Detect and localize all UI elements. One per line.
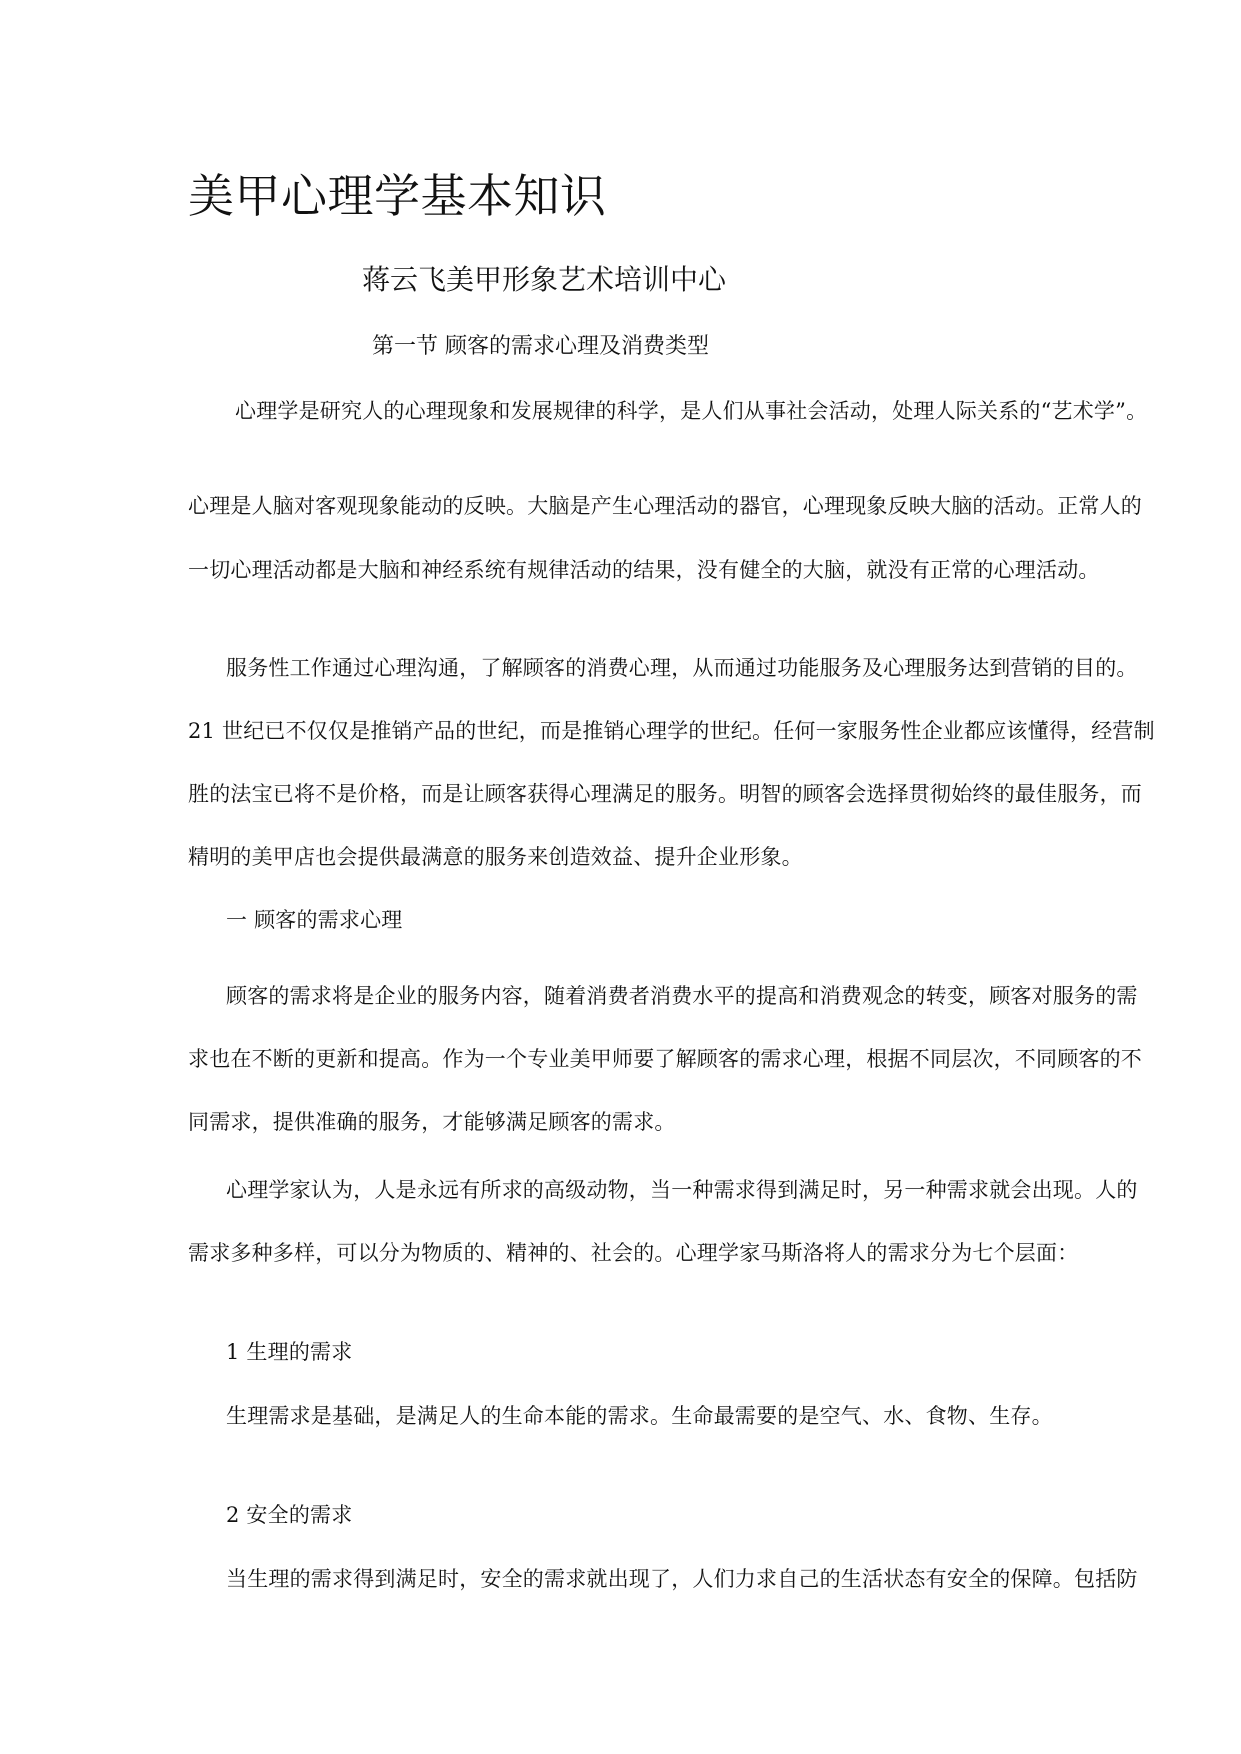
paragraph-line: 同需求，提供准确的服务，才能够满足顾客的需求。	[188, 1110, 676, 1134]
paragraph-line: 心理学家认为，人是永远有所求的高级动物，当一种需求得到满足时，另一种需求就会出现。人的	[226, 1178, 1138, 1202]
list-heading: 2 安全的需求	[226, 1503, 353, 1527]
paragraph-line: 当生理的需求得到满足时，安全的需求就出现了，人们力求自己的生活状态有安全的保障。包括防	[226, 1567, 1138, 1591]
paragraph-line: 胜的法宝已将不是价格，而是让顾客获得心理满足的服务。明智的顾客会选择贯彻始终的最佳服务，而	[188, 782, 1142, 806]
document-title: 美甲心理学基本知识	[188, 169, 607, 223]
paragraph-line: 需求多种多样，可以分为物质的、精神的、社会的。心理学家马斯洛将人的需求分为七个层面：	[188, 1241, 1079, 1265]
paragraph-line: 21 世纪已不仅仅是推销产品的世纪，而是推销心理学的世纪。任何一家服务性企业都应该懂得，经营制	[188, 719, 1155, 743]
section-heading: 第一节 顾客的需求心理及消费类型	[372, 334, 709, 359]
paragraph-line: 顾客的需求将是企业的服务内容，随着消费者消费水平的提高和消费观念的转变，顾客对服务的需	[226, 984, 1138, 1008]
document-subtitle: 蒋云飞美甲形象艺术培训中心	[362, 263, 727, 296]
paragraph-line: 服务性工作通过心理沟通，了解顾客的消费心理，从而通过功能服务及心理服务达到营销的目的。	[226, 656, 1138, 680]
paragraph-line: 一切心理活动都是大脑和神经系统有规律活动的结果，没有健全的大脑，就没有正常的心理活动。	[188, 558, 1100, 582]
paragraph-line: 心理是人脑对客观现象能动的反映。大脑是产生心理活动的器官，心理现象反映大脑的活动。正常人的	[188, 494, 1142, 518]
list-heading: 1 生理的需求	[226, 1340, 353, 1364]
paragraph-line: 求也在不断的更新和提高。作为一个专业美甲师要了解顾客的需求心理，根据不同层次，不同顾客的不	[188, 1047, 1142, 1071]
paragraph-line: 精明的美甲店也会提供最满意的服务来创造效益、提升企业形象。	[188, 845, 803, 869]
paragraph-line: 生理需求是基础，是满足人的生命本能的需求。生命最需要的是空气、水、食物、生存。	[226, 1404, 1053, 1428]
paragraph-line: 心理学是研究人的心理现象和发展规律的科学，是人们从事社会活动，处理人际关系的“艺术学”。	[235, 399, 1148, 423]
subheading: 一 顾客的需求心理	[226, 908, 403, 932]
